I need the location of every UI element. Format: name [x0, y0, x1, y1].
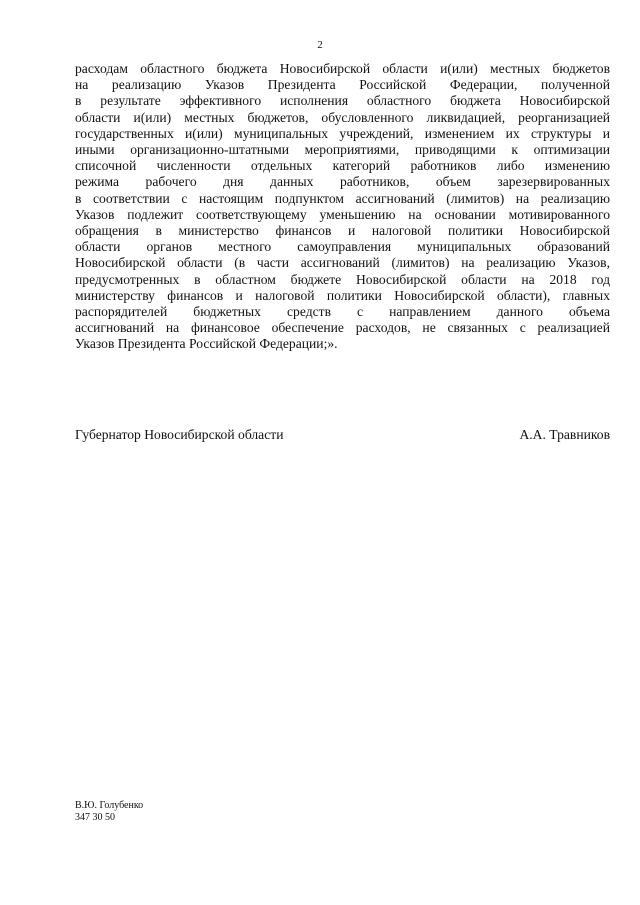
- paragraph-line: на реализацию Указов Президента Российской Федерации, полученной: [75, 77, 610, 93]
- paragraph-line: в соответствии с настоящим подпунктом ассигнований (лимитов) на реализацию: [75, 190, 610, 206]
- signature-block: [75, 427, 610, 443]
- paragraph-line: ассигнований на финансовое обеспечение расходов, не связанных с реализацией: [75, 320, 610, 336]
- paragraph-line: режима рабочего дня данных работников, объем зарезервированных: [75, 174, 610, 190]
- signatory-name: А.А. Травников: [519, 427, 610, 442]
- paragraph-line: распорядителей бюджетных средств с направлением данного объема: [75, 304, 610, 320]
- paragraph-line: списочной численности отдельных категорий работников либо изменению: [75, 158, 610, 174]
- paragraph-line: министерству финансов и налоговой политики Новосибирской области), главных: [75, 287, 610, 303]
- paragraph-line: области органов местного самоуправления муниципальных образований: [75, 239, 610, 255]
- signatory-position: Губернатор Новосибирской области: [75, 427, 284, 442]
- paragraph-line: иными организационно-штатными мероприятиями, приводящими к оптимизации: [75, 142, 610, 158]
- executor-footer: [75, 800, 143, 824]
- paragraph-line: Указов подлежит соответствующему уменьшению на основании мотивированного: [75, 206, 610, 222]
- paragraph-line: расходам областного бюджета Новосибирской области и(или) местных бюджетов: [75, 61, 610, 76]
- paragraph-line: в результате эффективного исполнения областного бюджета Новосибирской: [75, 93, 610, 109]
- executor-phone: 347 30 50: [75, 812, 115, 823]
- paragraph-line: Новосибирской области (в части ассигнований (лимитов) на реализацию Указов,: [75, 255, 610, 271]
- paragraph-line: Указов Президента Российской Федерации;».: [75, 336, 338, 352]
- executor-name: В.Ю. Голубенко: [75, 800, 144, 811]
- paragraph-line: области и(или) местных бюджетов, обусловленного ликвидацией, реорганизацией: [75, 109, 610, 125]
- paragraph-line: предусмотренных в областном бюджете Новосибирской области на 2018 год: [75, 271, 610, 287]
- document-body-paragraph: [75, 61, 610, 353]
- paragraph-line: обращения в министерство финансов и налоговой политики Новосибирской: [75, 223, 610, 239]
- page-number: 2: [317, 39, 323, 51]
- paragraph-line: государственных и(или) муниципальных учреждений, изменением их структуры и: [75, 125, 610, 141]
